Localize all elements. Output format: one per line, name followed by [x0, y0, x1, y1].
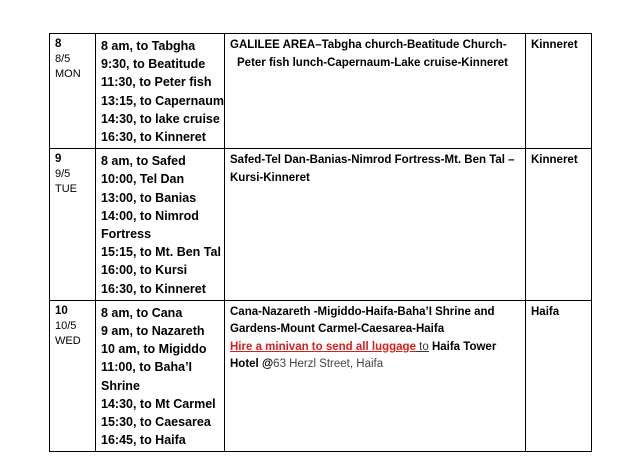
- weekday: WED: [55, 334, 81, 347]
- luggage-alert: Hire a minivan to send all luggage: [230, 340, 416, 353]
- schedule-item: 16:30, to Kinneret: [101, 130, 206, 145]
- luggage-alert-to: to: [415, 340, 429, 353]
- schedule-item: 16:30, to Kinneret: [101, 281, 206, 296]
- hotel-address: 63 Herzl Street, Haifa: [273, 358, 384, 371]
- schedule-item: 14:30, to Mt Carmel: [101, 396, 216, 411]
- date: 9/5: [55, 168, 71, 181]
- day-cell: [50, 34, 96, 149]
- hotel-label: Hotel @: [230, 358, 274, 371]
- route-line: GALILEE AREA–Tabgha church-Beatitude Church-: [230, 39, 507, 51]
- luggage-destination: Haifa Tower: [428, 340, 497, 353]
- date: 8/5: [55, 53, 71, 65]
- itinerary-table: [49, 33, 592, 452]
- schedule-item: 9 am, to Nazareth: [101, 324, 205, 339]
- schedule-item: 8 am, to Safed: [101, 154, 186, 169]
- schedule-item: 11:30, to Peter fish: [101, 75, 212, 90]
- route-line: Gardens-Mount Carmel-Caesarea-Haifa: [230, 323, 445, 336]
- day-cell: [50, 149, 96, 301]
- date: 10/5: [55, 319, 77, 332]
- schedule-item: 10 am, to Migiddo: [101, 342, 207, 357]
- schedule-item: 13:00, to Banias: [101, 190, 197, 205]
- hotel-address-line: [230, 356, 520, 374]
- day-number: 9: [55, 153, 62, 166]
- overnight-cell: Haifa: [526, 300, 592, 452]
- route-cell: [225, 300, 526, 452]
- route-line: Safed-Tel Dan-Banias-Nimrod Fortress-Mt. Ben Tal –: [230, 154, 515, 167]
- table-row: [50, 34, 592, 149]
- weekday: TUE: [55, 183, 77, 196]
- route-line: Kursi-Kinneret: [230, 171, 310, 184]
- table-row: [50, 300, 592, 452]
- schedule-cell: [96, 149, 225, 301]
- schedule-item: 9:30, to Beatitude: [101, 57, 206, 72]
- luggage-note: [230, 339, 520, 357]
- route-line: Peter fish lunch-Capernaum-Lake cruise-Kinneret: [237, 56, 508, 69]
- overnight-cell: Kinneret: [526, 34, 592, 149]
- schedule-item: 16:45, to Haifa: [101, 433, 186, 448]
- day-number: 8: [55, 38, 62, 50]
- schedule-item: 16:00, to Kursi: [101, 263, 188, 278]
- schedule-item: 14:30, to lake cruise: [101, 111, 220, 126]
- schedule-item: 15:30, to Caesarea: [101, 415, 211, 430]
- overnight-cell: Kinneret: [526, 149, 592, 301]
- schedule-item: Shrine: [101, 378, 140, 393]
- schedule-item: Fortress: [101, 227, 152, 242]
- weekday: MON: [55, 68, 81, 80]
- schedule-item: 15:15, to Mt. Ben Tal: [101, 245, 221, 260]
- route-cell: [225, 34, 526, 149]
- schedule-cell: [96, 300, 225, 452]
- schedule-item: 11:00, to Baha’I: [101, 360, 193, 375]
- route-cell: [225, 149, 526, 301]
- schedule-item: 14:00, to Nimrod: [101, 208, 199, 223]
- schedule-item: 8 am, to Cana: [101, 305, 183, 320]
- schedule-item: 10:00, Tel Dan: [101, 172, 185, 187]
- schedule-item: 13:15, to Capernaum: [101, 93, 224, 108]
- schedule-cell: [96, 34, 225, 149]
- schedule-item: 8 am, to Tabgha: [101, 39, 196, 53]
- table-row: [50, 149, 592, 301]
- day-cell: [50, 300, 96, 452]
- day-number: 10: [55, 304, 68, 317]
- route-line: Cana-Nazareth -Migiddo-Haifa-Baha’I Shrine and: [230, 305, 495, 318]
